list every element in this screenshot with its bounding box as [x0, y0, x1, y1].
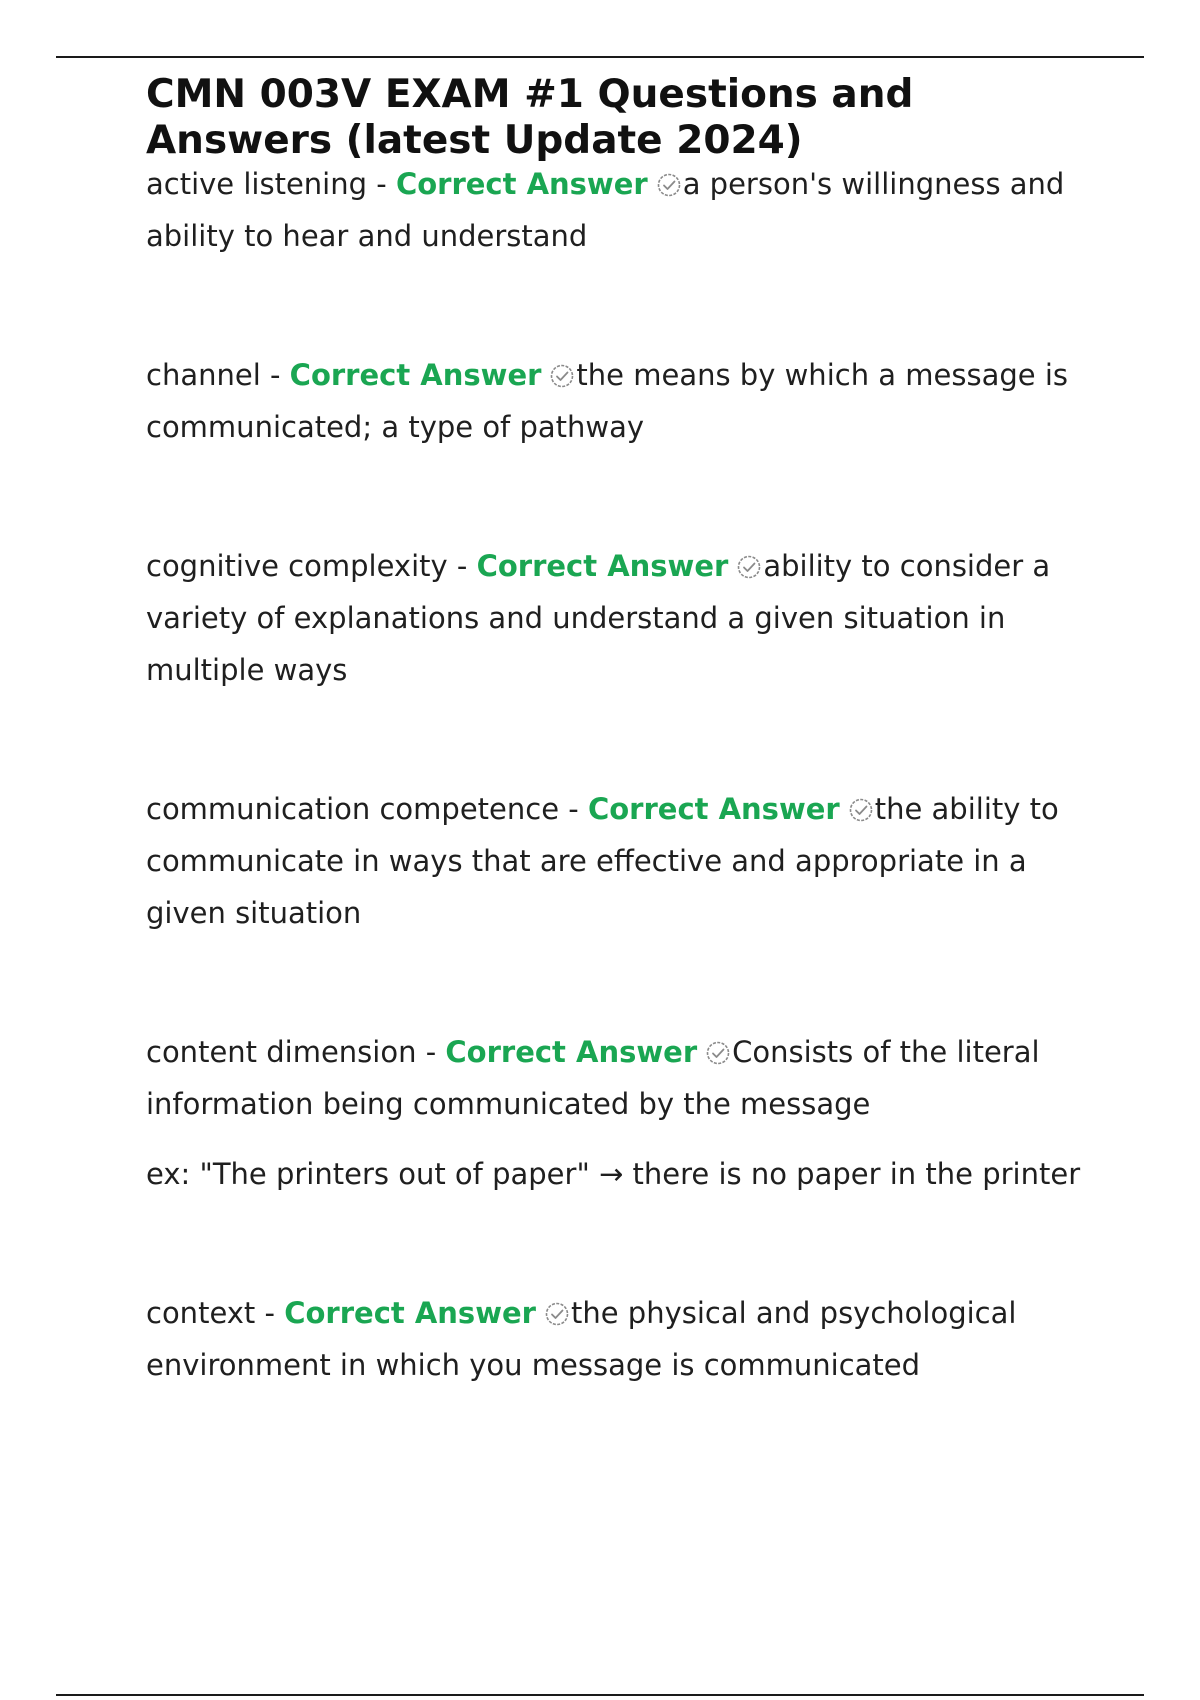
entry-context — [146, 1287, 1106, 1391]
entry-communication-competence — [146, 783, 1106, 939]
correct-answer-label: Correct Answer — [395, 167, 648, 201]
definition: the ability to communicate in ways that are effective and appropriate in a given situation — [146, 792, 1059, 930]
separator: - — [255, 1296, 285, 1330]
correct-answer-label: Correct Answer — [445, 1035, 698, 1069]
definition: ability to consider a variety of explanations and understand a given situation in multiple ways — [146, 549, 1051, 687]
entry-channel — [146, 349, 1106, 453]
correct-answer-label: Correct Answer — [476, 549, 729, 583]
entry-text — [146, 349, 1106, 453]
term: active listening — [146, 167, 368, 201]
separator: - — [260, 358, 290, 392]
definition: Consists of the literal information being communicated by the message — [146, 1035, 1040, 1121]
separator: - — [367, 167, 396, 201]
term: cognitive complexity — [146, 549, 448, 583]
entry-example: ex: "The printers out of paper" → there is no paper in the printer — [146, 1157, 1081, 1191]
entry-text — [146, 540, 1106, 696]
document-title: CMN 003V EXAM #1 Questions and Answers (latest Update 2024) — [146, 72, 914, 163]
check-circle-icon — [848, 797, 874, 823]
entry-cognitive-complexity — [146, 540, 1106, 696]
top-rule — [56, 56, 1144, 58]
entry-content-dimension — [146, 1026, 1106, 1200]
correct-answer-label: Correct Answer — [587, 792, 840, 826]
check-circle-icon — [736, 554, 762, 580]
entry-text — [146, 158, 1106, 262]
separator: - — [416, 1035, 446, 1069]
term: context — [146, 1296, 256, 1330]
document-body — [146, 72, 1106, 1391]
term: content dimension — [146, 1035, 417, 1069]
check-circle-icon — [549, 363, 575, 389]
separator: - — [447, 549, 477, 583]
entry-text — [146, 1287, 1106, 1391]
correct-answer-label: Correct Answer — [284, 1296, 536, 1330]
term: communication competence — [146, 792, 560, 826]
check-circle-icon — [544, 1301, 570, 1327]
entry-text — [146, 1026, 1106, 1130]
definition: the physical and psychological environment in which you message is communicated — [146, 1296, 1017, 1382]
definition: the means by which a message is communicated; a type of pathway — [146, 358, 1068, 444]
check-circle-icon — [705, 1040, 731, 1066]
entry-active-listening — [146, 158, 1106, 262]
separator: - — [559, 792, 588, 826]
check-circle-icon — [656, 172, 682, 198]
term: channel — [146, 358, 261, 392]
bottom-rule — [56, 1694, 1144, 1696]
entry-text — [146, 783, 1106, 939]
definition: a person's willingness and ability to hear and understand — [146, 167, 1065, 253]
correct-answer-label: Correct Answer — [289, 358, 542, 392]
